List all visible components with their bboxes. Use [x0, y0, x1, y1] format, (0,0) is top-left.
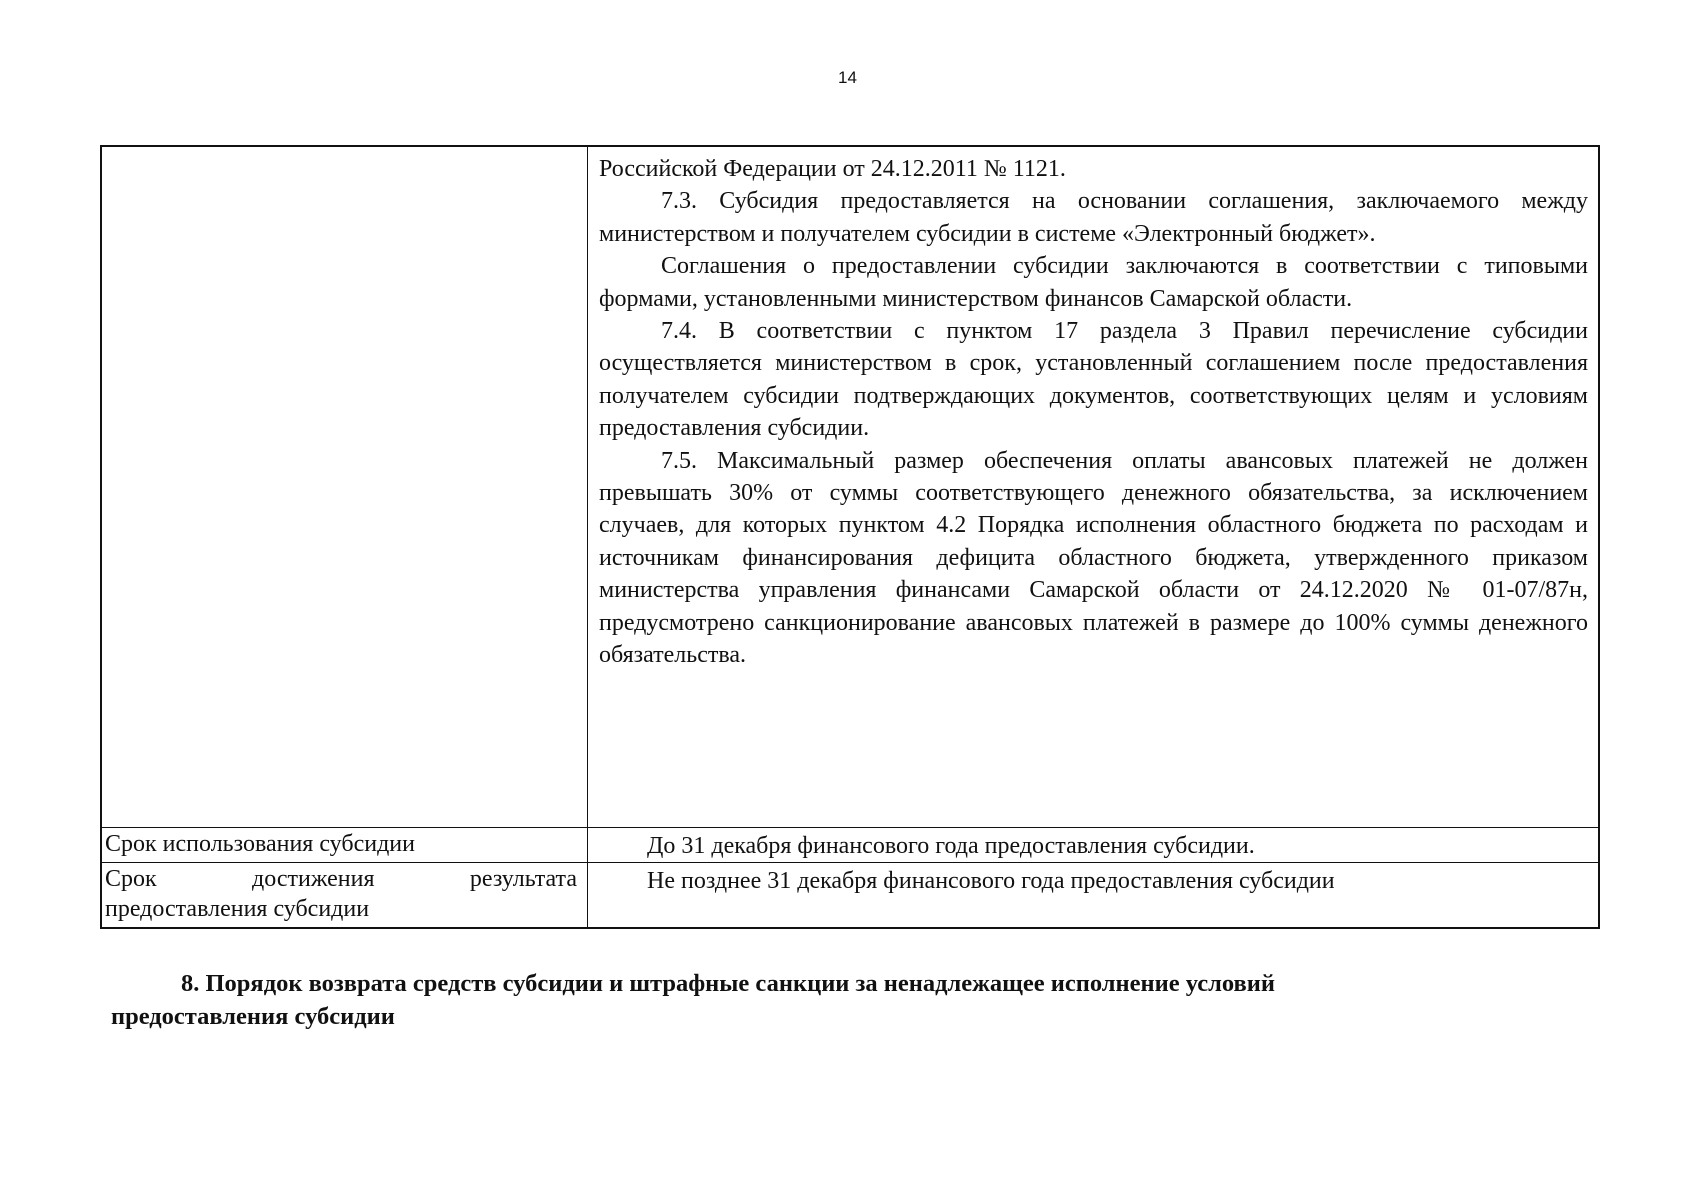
row-content	[588, 147, 1598, 827]
paragraph-7-5: 7.5. Максимальный размер обеспечения оплаты авансовых платежей не должен превышать 30% от суммы соответствующего денежного обязательства, за исключением случаев, для которых пунктом 4.2 Порядка исполнения областного бюджета по расходам и источникам финансирования дефицита областного бюджета, утвержденного приказом министерства управления финансами Самарской области от 24.12.2020 № 01-07/87н, предусмотрено санкционирование авансовых платежей в размере до 100% суммы денежного обязательства.	[599, 447, 1588, 669]
paragraph-7-4: 7.4. В соответствии с пунктом 17 раздела 3 Правил перечисление субсидии осуществляется министерством в срок, установленный соглашением после предоставления получателем субсидии подтверждающих документов, соответствующих целям и условиям предоставления субсидии.	[599, 318, 1588, 442]
label-line-2: предоставления субсидии	[105, 896, 370, 922]
table-row	[102, 827, 1598, 862]
section-heading-line-2: предоставления субсидии	[111, 1003, 395, 1030]
paragraph-agreements: Соглашения о предоставлении субсидии заключаются в соответствии с типовыми формами, установленными министерством финансов Самарской области.	[599, 253, 1588, 312]
table-row	[102, 147, 1598, 827]
paragraph-continuation: Российской Федерации от 24.12.2011 № 1121.	[599, 156, 1066, 182]
row-label-usage-term: Срок использования субсидии	[102, 828, 588, 862]
row-value-usage-term: До 31 декабря финансового года предоставления субсидии.	[647, 833, 1255, 859]
row-value-cell	[588, 828, 1598, 862]
paragraph-7-3: 7.3. Субсидия предоставляется на основании соглашения, заключаемого между министерством и получателем субсидии в системе «Электронный бюджет».	[599, 188, 1588, 247]
section-8-heading	[111, 967, 1481, 1033]
row-value-cell	[588, 863, 1598, 927]
subsidy-terms-table	[100, 145, 1600, 929]
row-label-result-term	[102, 863, 588, 927]
row-label-empty	[102, 147, 588, 827]
row-value-result-term: Не позднее 31 декабря финансового года предоставления субсидии	[647, 868, 1335, 894]
table-row	[102, 862, 1598, 927]
section-heading-line-1: 8. Порядок возврата средств субсидии и штрафные санкции за ненадлежащее исполнение условий	[181, 970, 1275, 997]
page-number: 14	[838, 68, 857, 87]
label-line-1: Срок достижения результата	[105, 866, 577, 892]
